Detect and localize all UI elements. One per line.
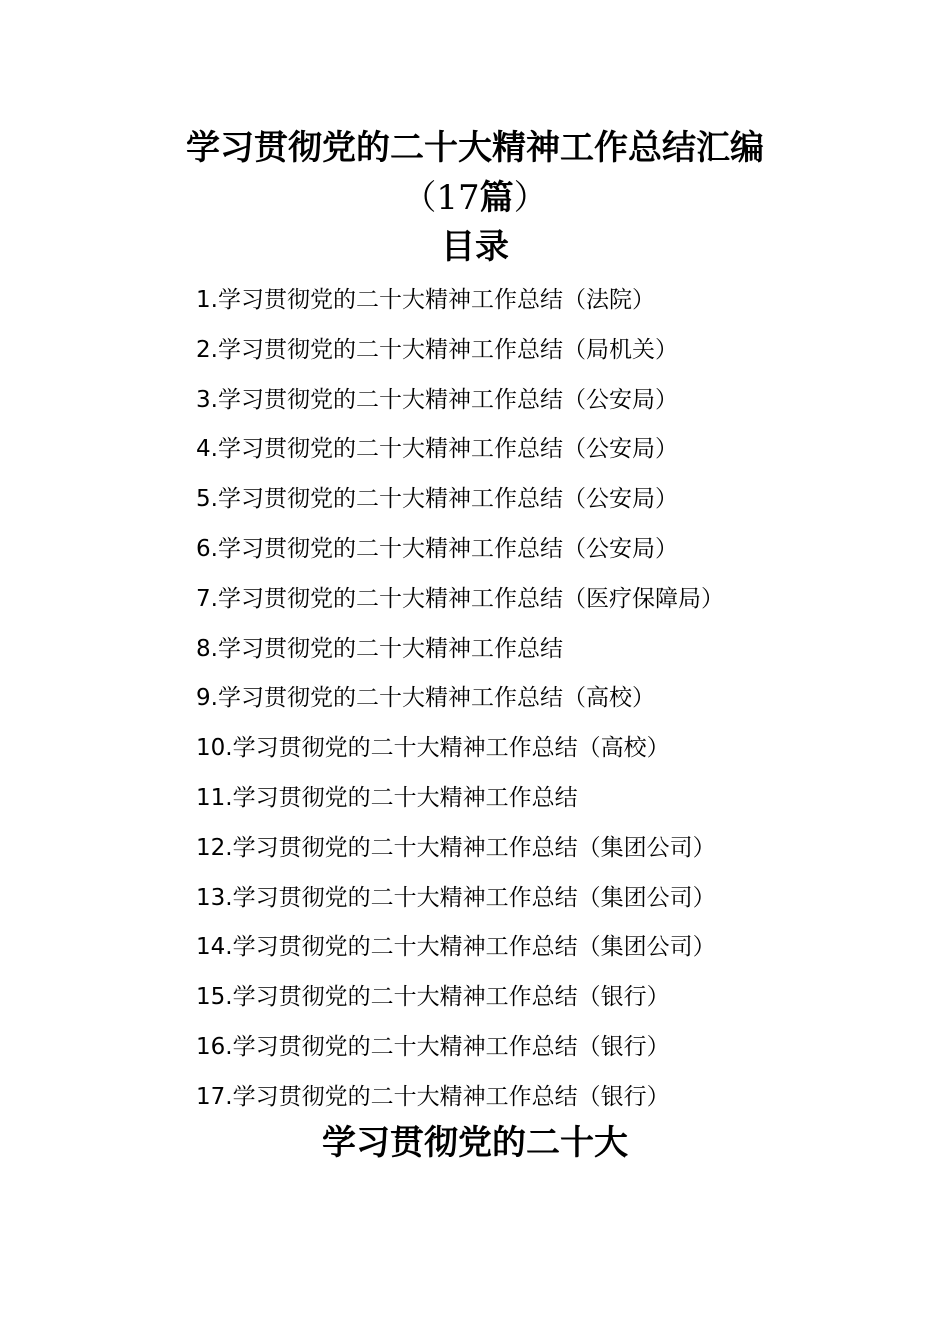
toc-heading: 目录 [441, 227, 509, 267]
toc-item-13[interactable]: 13.学习贯彻党的二十大精神工作总结（集团公司） [196, 884, 716, 911]
toc-item-1[interactable]: 1.学习贯彻党的二十大精神工作总结（法院） [196, 287, 655, 313]
toc-item-15[interactable]: 15.学习贯彻党的二十大精神工作总结（银行） [196, 984, 670, 1011]
toc-item-4[interactable]: 4.学习贯彻党的二十大精神工作总结（公安局） [196, 436, 678, 463]
toc-item-2[interactable]: 2.学习贯彻党的二十大精神工作总结（局机关） [196, 336, 678, 363]
toc-item-14[interactable]: 14.学习贯彻党的二十大精神工作总结（集团公司） [196, 934, 716, 961]
toc-item-9[interactable]: 9.学习贯彻党的二十大精神工作总结（高校） [196, 685, 655, 712]
toc-item-11[interactable]: 11.学习贯彻党的二十大精神工作总结 [196, 784, 578, 811]
toc-item-17[interactable]: 17.学习贯彻党的二十大精神工作总结（银行） [196, 1083, 670, 1110]
toc-item-12[interactable]: 12.学习贯彻党的二十大精神工作总结（集团公司） [196, 834, 716, 861]
subtitle-word: 篇 [479, 178, 514, 218]
toc-item-10[interactable]: 10.学习贯彻党的二十大精神工作总结（高校） [196, 735, 670, 762]
toc-list [196, 279, 724, 1126]
toc-item-5[interactable]: 5.学习贯彻党的二十大精神工作总结（公安局） [196, 486, 678, 513]
document-title: 学习贯彻党的二十大精神工作总结汇编 [186, 128, 764, 168]
document-subtitle-count [0, 176, 950, 220]
subtitle-close: ） [513, 178, 548, 218]
toc-item-6[interactable]: 6.学习贯彻党的二十大精神工作总结（公安局） [196, 535, 678, 562]
subtitle-open: （17 [402, 178, 480, 218]
toc-item-7[interactable]: 7.学习贯彻党的二十大精神工作总结（医疗保障局） [196, 585, 724, 612]
section-heading: 学习贯彻党的二十大 [322, 1123, 628, 1163]
toc-item-16[interactable]: 16.学习贯彻党的二十大精神工作总结（银行） [196, 1033, 670, 1060]
toc-item-8[interactable]: 8.学习贯彻党的二十大精神工作总结 [196, 635, 563, 662]
toc-item-3[interactable]: 3.学习贯彻党的二十大精神工作总结（公安局） [196, 386, 678, 413]
